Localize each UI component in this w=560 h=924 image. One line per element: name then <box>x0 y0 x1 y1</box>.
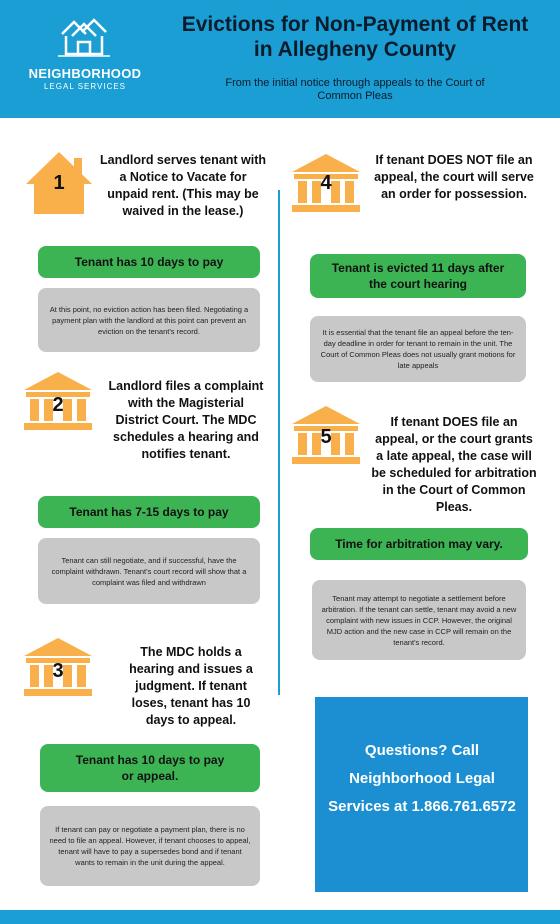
step-4-deadline: Tenant is evicted 11 days after the court hearing <box>310 254 526 298</box>
step-1-note: At this point, no eviction action has been filed. Negotiating a payment plan with the landlord at this point can prevent an eviction on the tenant's record. <box>38 288 260 352</box>
step-2-note: Tenant can still negotiate, and if successful, have the complaint withdrawn. Tenant's court record will show that a complaint was filed and withdrawn <box>38 538 260 604</box>
step-1-deadline: Tenant has 10 days to pay <box>38 246 260 278</box>
footer-bar <box>0 910 560 924</box>
step-number: 1 <box>53 172 65 194</box>
step-3-text: The MDC holds a hearing and issues a judgment. If tenant loses, tenant has 10 days to appeal. <box>129 645 253 727</box>
page-subtitle: From the initial notice through appeals to the Court of Common Pleas <box>225 77 485 102</box>
step-5-note: Tenant may attempt to negotiate a settlement before arbitration. If the tenant can settle, tenant may avoid a new complaint with new issues in CCP. However, the original MJD action and the new case in CCP will remain on the tenant's record. <box>312 580 526 660</box>
step-4-text: If tenant DOES NOT file an appeal, the court will serve an order for possession. <box>374 153 534 201</box>
step-2-text: Landlord files a complaint with the Magisterial District Court. The MDC schedules a hearing and notifies tenant. <box>108 379 264 461</box>
neighborhood-logo-icon <box>58 12 110 60</box>
step-4-note: It is essential that the tenant file an appeal before the ten-day deadline in order for tenant to remain in the unit. The Court of Common Pleas does not usually grant motions for late appeals <box>310 316 526 382</box>
logo-name: NEIGHBORHOOD <box>28 66 142 81</box>
step-number: 5 <box>320 426 332 448</box>
step-5-deadline: Time for arbitration may vary. <box>310 528 528 560</box>
column-divider <box>278 190 280 695</box>
step-5-text: If tenant DOES file an appeal, or the court grants a late appeal, the case will be scheduled for arbitration in the Court of Common Pleas. <box>371 415 537 514</box>
step-1-text: Landlord serves tenant with a Notice to Vacate for unpaid rent. (This may be waived in the lease.) <box>99 153 266 218</box>
contact-text: Questions? Call Neighborhood Legal Services at 1.866.761.6572 <box>328 742 516 815</box>
step-3-note: If tenant can pay or negotiate a payment plan, there is no need to file an appeal. However, if tenant chooses to appeal, tenant will have to pay a supersedes bond and if tenant wants to remain in the unit during the appeal. <box>40 806 260 886</box>
step-2-deadline: Tenant has 7-15 days to pay <box>38 496 260 528</box>
step-number: 3 <box>52 660 64 682</box>
step-3-deadline: Tenant has 10 days to pay or appeal. <box>40 744 260 792</box>
page-title: Evictions for Non-Payment of Rent in Allegheny County <box>181 13 529 61</box>
logo-subname: LEGAL SERVICES <box>43 82 127 91</box>
step-number: 4 <box>320 172 332 194</box>
step-number: 2 <box>52 394 64 416</box>
